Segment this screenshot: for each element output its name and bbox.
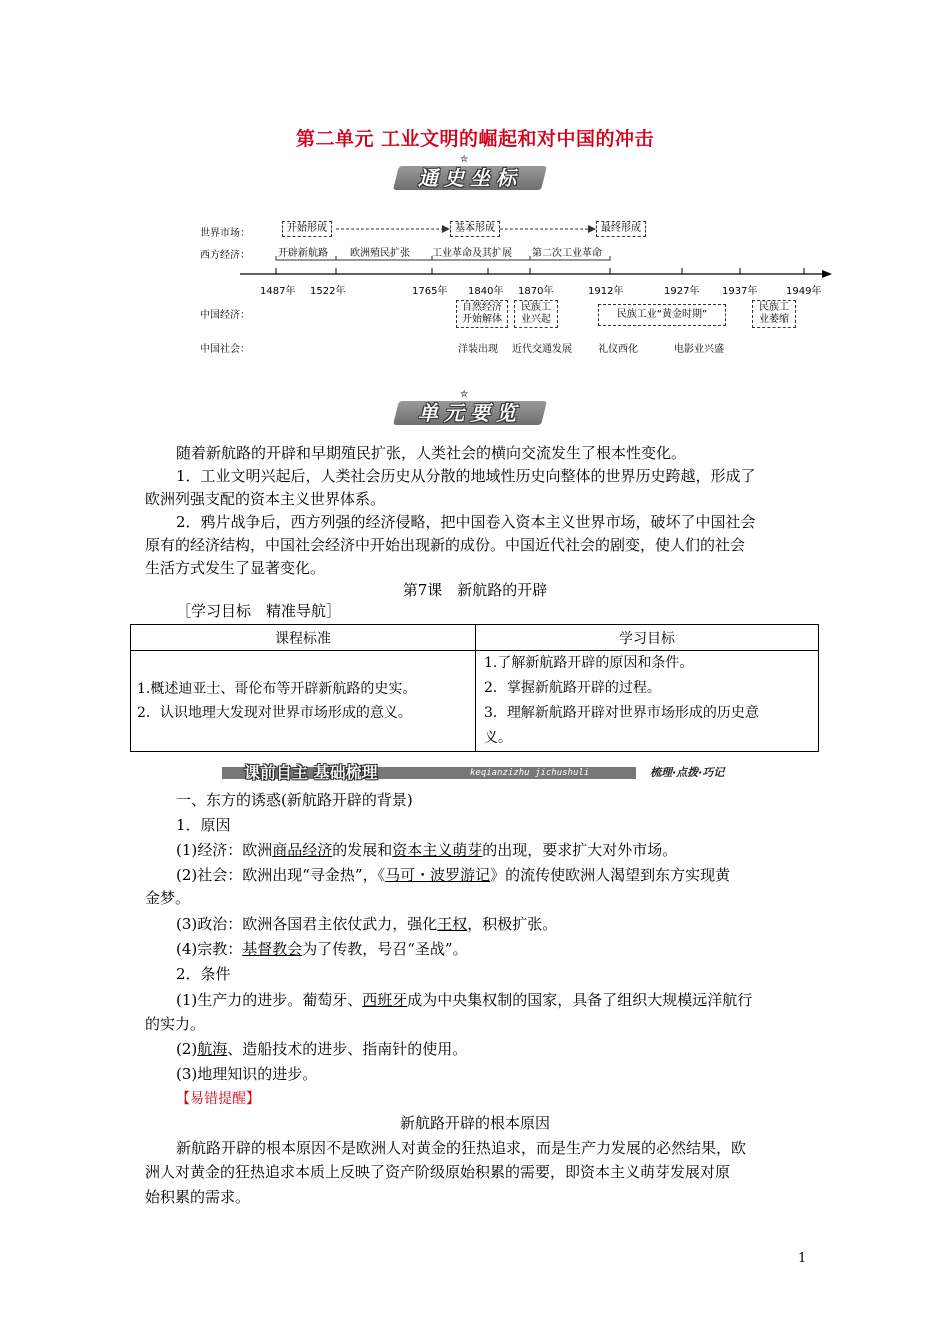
line-society-cont: 金梦。 — [145, 889, 191, 907]
strip-pinyin: keqianzizhu jichushuli — [470, 768, 590, 778]
overview-intro: 随着新航路的开辟和早期殖民扩张，人类社会的横向交流发生了根本性变化。 — [176, 444, 687, 462]
banner-tongshi: ✮ 通史坐标 — [388, 158, 552, 192]
year-1937: 1937年 — [722, 286, 758, 297]
year-1912: 1912年 — [588, 286, 624, 297]
west-colonial: 欧洲殖民扩张 — [350, 248, 410, 259]
table-goal-cell: 1.了解新航路开辟的原因和条件。 2．掌握新航路开辟的过程。 3．理解新航路开辟对世界市场形成的历史意 义。 — [476, 651, 819, 752]
year-1949: 1949年 — [786, 286, 822, 297]
table-header-standard: 课程标准 — [131, 625, 476, 651]
objectives-table — [130, 624, 819, 752]
table-standard-cell: 1.概述迪亚士、哥伦布等开辟新航路的史实。 2．认识地理大发现对世界市场形成的意义。 — [131, 651, 476, 752]
tip-line-b: 洲人对黄金的狂热追求本质上反映了资产阶级原始积累的需要，即资本主义萌芽发展对原 — [145, 1163, 731, 1181]
heading-1-2: 2．条件 — [176, 965, 231, 983]
china-econ-golden: 民族工业“黄金时期” — [598, 304, 726, 326]
world-market-basic: 基本形成 — [450, 221, 500, 237]
table-header-goal: 学习目标 — [476, 625, 819, 651]
star-icon: ✮ — [460, 154, 469, 165]
tip-line-a: 新航路开辟的根本原因不是欧洲人对黄金的狂热追求，而是生产力发展的必然结果，欧 — [176, 1139, 747, 1157]
china-soc-western-dress: 洋装出现 — [458, 344, 498, 355]
line-economy: (1)经济：欧洲商品经济的发展和资本主义萌芽的出现，要求扩大对外市场。 — [176, 841, 678, 859]
row-label-china-society: 中国社会： — [200, 344, 250, 355]
china-econ-rise: 民族工业兴起 — [514, 300, 558, 328]
west-new-route: 开辟新航路 — [278, 248, 328, 259]
year-1927: 1927年 — [664, 286, 700, 297]
objectives-heading: ［学习目标 精准导航］ — [176, 602, 342, 620]
year-1840: 1840年 — [468, 286, 504, 297]
banner-danyuan: ✮ 单元要览 — [388, 393, 552, 427]
line-condition-2: (2)航海、造船技术的进步、指南针的使用。 — [176, 1040, 468, 1058]
line-condition-1-cont: 的实力。 — [145, 1015, 206, 1033]
china-soc-etiquette: 礼仪西化 — [598, 344, 638, 355]
unit-title: 第二单元 工业文明的崛起和对中国的冲击 — [295, 128, 655, 150]
world-market-start: 开始形成 — [282, 221, 332, 237]
row-label-west: 西方经济： — [200, 250, 250, 261]
line-society: (2)社会：欧洲出现“寻金热”，《马可・波罗游记》的流传使欧洲人渴望到东方实现黄 — [176, 866, 731, 884]
overview-p2-a: 2．鸦片战争后，西方列强的经济侵略，把中国卷入资本主义世界市场，破坏了中国社会 — [176, 513, 756, 531]
tip-title: 新航路开辟的根本原因 — [399, 1114, 550, 1132]
china-soc-transport: 近代交通发展 — [512, 344, 572, 355]
lesson-title: 第7课 新航路的开辟 — [402, 581, 548, 599]
page-number: 1 — [798, 1251, 807, 1266]
year-1870: 1870年 — [518, 286, 554, 297]
overview-p1-b: 欧洲列强支配的资本主义世界体系。 — [145, 490, 386, 508]
year-1522: 1522年 — [310, 286, 346, 297]
row-label-world: 世界市场： — [200, 228, 250, 239]
china-econ-decline: 民族工业萎缩 — [752, 300, 796, 328]
heading-1: 一、东方的诱惑(新航路开辟的背景) — [176, 791, 413, 809]
west-industrial: 工业革命及其扩展 — [432, 248, 512, 259]
tip-label: 【易错提醒】 — [176, 1091, 260, 1107]
year-1487: 1487年 — [260, 286, 296, 297]
line-condition-1: (1)生产力的进步。葡萄牙、西班牙成为中央集权制的国家，具备了组织大规模远洋航行 — [176, 991, 753, 1009]
world-market-final: 最终形成 — [596, 221, 646, 237]
star-icon: ✮ — [460, 389, 469, 400]
section-strip — [222, 763, 759, 783]
strip-right: 梳理·点拨·巧记 — [650, 766, 725, 779]
strip-title: 课前自主 基础梳理 — [244, 763, 378, 782]
overview-p2-c: 生活方式发生了显著变化。 — [145, 559, 326, 577]
tip-line-c: 始积累的需求。 — [145, 1188, 251, 1206]
line-politics: (3)政治：欧洲各国君主依仗武力，强化王权，积极扩张。 — [176, 915, 558, 933]
row-label-china-econ: 中国经济： — [200, 310, 250, 321]
line-condition-3: (3)地理知识的进步。 — [176, 1065, 318, 1083]
timeline-diagram — [200, 216, 840, 356]
overview-p1-a: 1．工业文明兴起后，人类社会历史从分散的地域性历史向整体的世界历史跨越，形成了 — [176, 467, 756, 485]
china-soc-film: 电影业兴盛 — [674, 344, 724, 355]
overview-p2-b: 原有的经济结构，中国社会经济中开始出现新的成份。中国近代社会的剧变，使人们的社会 — [145, 536, 746, 554]
west-second-industrial: 第二次工业革命 — [532, 248, 602, 259]
year-1765: 1765年 — [412, 286, 448, 297]
heading-1-1: 1．原因 — [176, 816, 231, 834]
line-religion: (4)宗教：基督教会为了传教，号召“圣战”。 — [176, 940, 468, 958]
china-econ-natural: 自然经济开始解体 — [456, 300, 508, 328]
